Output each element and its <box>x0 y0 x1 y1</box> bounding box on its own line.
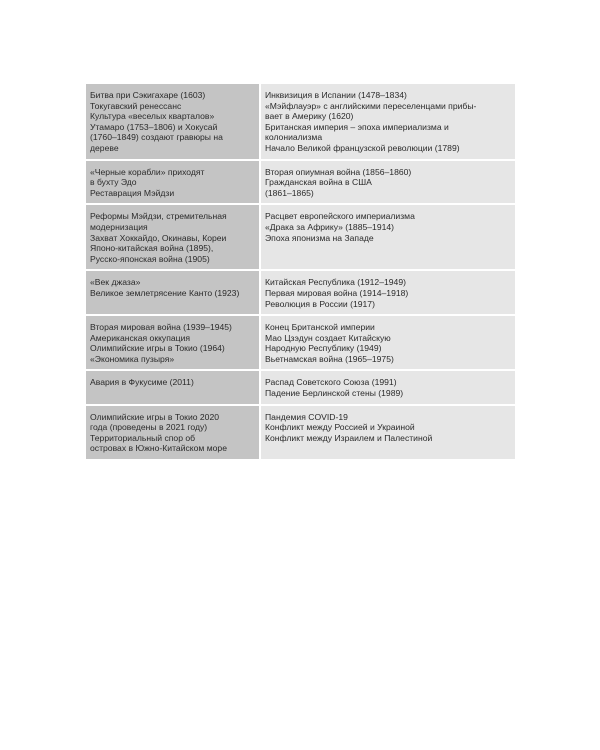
japan-events-cell <box>86 405 260 460</box>
event-line: Русско-японская война (1905) <box>90 253 210 264</box>
table-row <box>86 405 515 460</box>
event-line: «Экономика пузыря» <box>90 353 175 364</box>
event-line: Битва при Сэкигахаре (1603) <box>90 90 206 100</box>
event-line: (1861–1865) <box>265 187 314 198</box>
event-line: модернизация <box>90 221 148 232</box>
event-line: Конфликт между Россией и Украиной <box>265 422 415 433</box>
event-line: Гражданская война в США <box>265 177 372 188</box>
event-line: «Драка за Африку» (1885–1914) <box>265 221 395 232</box>
event-line: Великое землетрясение Канто (1923) <box>90 287 240 298</box>
japan-events-cell <box>86 370 260 404</box>
event-line: «Век джаза» <box>90 277 141 288</box>
event-line: Территориальный спор об <box>90 432 196 443</box>
event-line: Китайская Республика (1912–1949) <box>265 277 406 288</box>
event-line: Реформы Мэйдзи, стремительная <box>90 211 227 222</box>
event-line: Захват Хоккайдо, Окинавы, Кореи <box>90 232 227 243</box>
event-line: Пандемия COVID-19 <box>265 411 348 422</box>
table-row <box>86 83 515 160</box>
event-line: Токугавский ренессанс <box>90 100 182 111</box>
event-line: «Черные корабли» приходят <box>90 166 205 177</box>
event-line: Вторая опиумная война (1856–1860) <box>265 166 412 177</box>
event-line: Вторая мировая война (1939–1945) <box>90 322 232 333</box>
world-events-cell <box>260 270 515 315</box>
table-row <box>86 160 515 205</box>
event-line: Эпоха японизма на Западе <box>265 232 374 243</box>
world-events-cell <box>260 83 515 160</box>
japan-events-cell <box>86 204 260 270</box>
table-row <box>86 270 515 315</box>
event-line: Расцвет европейского империализма <box>265 211 415 222</box>
event-line: островах в Южно-Китайском море <box>90 443 227 454</box>
event-line: Революция в России (1917) <box>265 298 375 309</box>
world-events-cell <box>260 160 515 205</box>
japan-events-cell <box>86 83 260 160</box>
event-line: Культура «веселых кварталов» <box>90 111 215 122</box>
event-line: Падение Берлинской стены (1989) <box>265 388 404 399</box>
event-line: Первая мировая война (1914–1918) <box>265 287 409 298</box>
event-line: Британская империя – эпоха империализма и <box>265 121 449 132</box>
event-line: колониализма <box>265 132 323 143</box>
table-row <box>86 315 515 370</box>
event-line: Народную Республику (1949) <box>265 343 382 354</box>
event-line: Реставрация Мэйдзи <box>90 187 175 198</box>
event-line: в бухту Эдо <box>90 177 137 188</box>
event-line: вает в Америку (1620) <box>265 111 354 122</box>
event-line: Японо-китайская война (1895), <box>90 243 214 254</box>
event-line: Распад Советского Союза (1991) <box>265 377 397 388</box>
world-events-cell <box>260 405 515 460</box>
event-line: Олимпийские игры в Токио 2020 <box>90 411 220 422</box>
event-line: Олимпийские игры в Токио (1964) <box>90 343 225 354</box>
table-row <box>86 370 515 404</box>
event-line: Конец Британской империи <box>265 322 375 333</box>
table-row <box>86 204 515 270</box>
world-events-cell <box>260 204 515 270</box>
timeline-body <box>86 83 515 460</box>
world-events-cell <box>260 370 515 404</box>
event-line: Авария в Фукусиме (2011) <box>90 377 194 388</box>
event-line: Конфликт между Израилем и Палестиной <box>265 432 433 443</box>
event-line: Вьетнамская война (1965–1975) <box>265 353 394 364</box>
world-events-cell <box>260 315 515 370</box>
event-line: Мао Цзэдун создает Китайскую <box>265 332 391 343</box>
event-line: (1760–1849) создают гравюры на <box>90 132 223 143</box>
japan-events-cell <box>86 315 260 370</box>
event-line: «Мэйфлауэр» с английскими переселенцами прибы- <box>265 100 477 111</box>
japan-events-cell <box>86 270 260 315</box>
event-line: дереве <box>90 142 119 153</box>
event-line: Утамаро (1753–1806) и Хокусай <box>90 121 218 132</box>
japan-events-cell <box>86 160 260 205</box>
timeline-table <box>86 82 515 461</box>
event-line: Американская оккупация <box>90 332 191 343</box>
event-line: года (проведены в 2021 году) <box>90 422 208 433</box>
event-line: Инквизиция в Испании (1478–1834) <box>265 90 407 100</box>
event-line: Начало Великой французской революции (1789) <box>265 142 460 153</box>
